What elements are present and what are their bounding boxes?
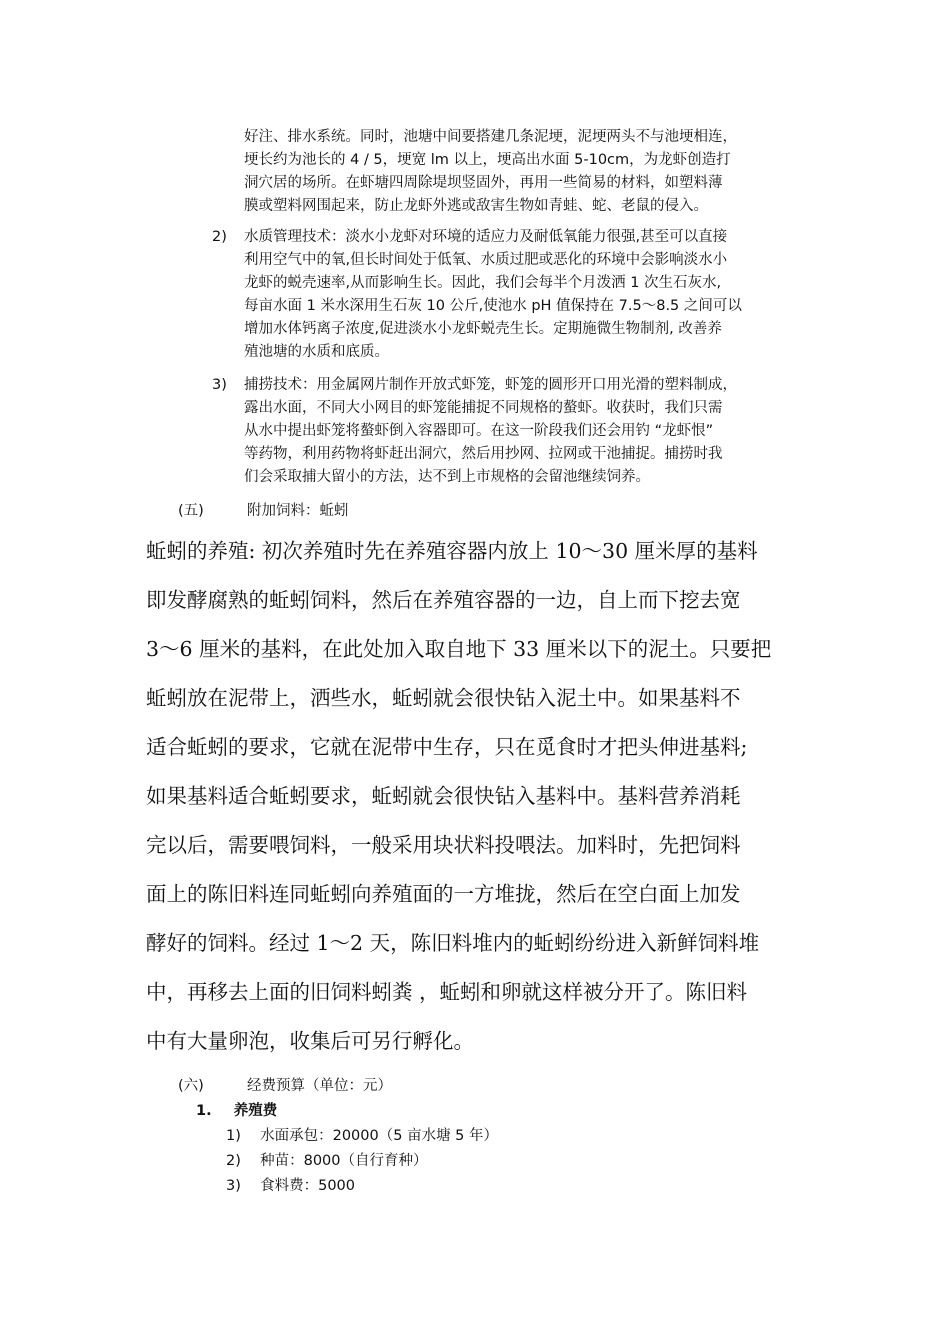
text-line: 3～6 厘米的基料，在此处加入取自地下 33 厘米以下的泥土。只要把 bbox=[146, 637, 772, 661]
text-line: 洞穴居的场所。在虾塘四周除堤坝竖固外，再用一些简易的材料，如塑料薄 bbox=[244, 175, 723, 191]
text-line: 面上的陈旧料连同蚯蚓向养殖面的一方堆拢，然后在空白面上加发 bbox=[146, 882, 741, 906]
budget-item bbox=[226, 1174, 355, 1195]
text-line: 每亩水面 1 米水深用生石灰 10 公斤,使池水 pH 值保持在 7.5～8.5 之间可以 bbox=[244, 298, 742, 314]
text-line: 露出水面，不同大小网目的虾笼能捕捉不同规格的螯虾。收获时，我们只需 bbox=[244, 400, 723, 416]
budget-item-number: 3) bbox=[226, 1178, 241, 1194]
text-line: 中有大量卵泡，收集后可另行孵化。 bbox=[146, 1029, 474, 1053]
budget-item bbox=[226, 1149, 428, 1170]
text-line: 蚯蚓放在泥带上，洒些水，蚯蚓就会很快钻入泥土中。如果基料不 bbox=[146, 686, 741, 710]
intro-paragraph bbox=[244, 126, 820, 218]
budget-heading-number: 1. bbox=[196, 1103, 212, 1119]
section-title: 经费预算（单位：元） bbox=[247, 1078, 393, 1094]
text-line: 们会采取捕大留小的方法，达不到上市规格的会留池继续饲养。 bbox=[244, 469, 650, 485]
budget-item-number: 2) bbox=[226, 1153, 241, 1169]
budget-heading bbox=[196, 1099, 277, 1120]
budget-item-text: 水面承包：20000（5 亩水塘 5 年） bbox=[260, 1128, 499, 1144]
text-line: 增加水体钙离子浓度,促进淡水小龙虾蜕壳生长。定期施微生物制剂, 改善养 bbox=[244, 321, 722, 337]
text-line: 埂长约为池长的 4 / 5，埂宽 lm 以上，埂高出水面 5-10cm，为龙虾创造打 bbox=[244, 152, 731, 168]
section-heading-5 bbox=[178, 499, 349, 520]
text-line: 中，再移去上面的旧饲料蚓粪 ，蚯蚓和卵就这样被分开了。陈旧料 bbox=[146, 980, 748, 1004]
text-line: 完以后，需要喂饲料，一般采用块状料投喂法。加料时，先把饲料 bbox=[146, 833, 741, 857]
text-line: 水质管理技术：淡水小龙虾对环境的适应力及耐低氧能力很强,甚至可以直接 bbox=[244, 229, 728, 245]
section-number: (五) bbox=[178, 503, 204, 519]
budget-item bbox=[226, 1124, 498, 1145]
list-item-text bbox=[244, 226, 822, 364]
list-item-text bbox=[244, 374, 822, 489]
text-line: 捕捞技术：用金属网片制作开放式虾笼，虾笼的圆形开口用光滑的塑料制成， bbox=[244, 377, 737, 393]
text-line: 好注、排水系统。同时，池塘中间要搭建几条泥埂，泥埂两头不与池埂相连， bbox=[244, 129, 737, 145]
text-line: 蚯蚓的养殖: 初次养殖时先在养殖容器内放上 10～30 厘米厚的基料 bbox=[146, 539, 758, 563]
list-item-number: 3) bbox=[212, 377, 227, 393]
text-line: 膜或塑料网围起来，防止龙虾外逃或敌害生物如青蛙、蛇、老鼠的侵入。 bbox=[244, 198, 708, 214]
budget-item-text: 食料费：5000 bbox=[260, 1178, 356, 1194]
text-line: 如果基料适合蚯蚓要求，蚯蚓就会很快钻入基料中。基料营养消耗 bbox=[146, 784, 741, 808]
earthworm-paragraph bbox=[146, 527, 836, 1066]
section-heading-6 bbox=[178, 1074, 392, 1095]
text-line: 即发酵腐熟的蚯蚓饲料，然后在养殖容器的一边，自上而下挖去宽 bbox=[146, 588, 741, 612]
list-item-number: 2) bbox=[212, 229, 227, 245]
text-line: 利用空气中的氧,但长时间处于低氧、水质过肥或恶化的环境中会影响淡水小 bbox=[244, 252, 728, 268]
text-line: 龙虾的蜕壳速率,从而影响生长。因此，我们会每半个月泼洒 1 次生石灰水, bbox=[244, 275, 722, 291]
budget-item-number: 1) bbox=[226, 1128, 241, 1144]
text-line: 殖池塘的水质和底质。 bbox=[244, 344, 389, 360]
text-line: 酵好的饲料。经过 1～2 天，陈旧料堆内的蚯蚓纷纷进入新鲜饲料堆 bbox=[146, 931, 760, 955]
text-line: 等药物，利用药物将虾赶出洞穴，然后用抄网、拉网或干池捕捉。捕捞时我 bbox=[244, 446, 723, 462]
text-line: 适合蚯蚓的要求，它就在泥带中生存，只在觅食时才把头伸进基料; bbox=[146, 735, 748, 759]
budget-heading-title: 养殖费 bbox=[233, 1103, 278, 1119]
section-title: 附加饲料：蚯蚓 bbox=[247, 503, 349, 519]
budget-item-text: 种苗：8000（自行育种） bbox=[260, 1153, 428, 1169]
section-number: (六) bbox=[178, 1078, 204, 1094]
text-line: 从水中提出虾笼将螯虾倒入容器即可。在这一阶段我们还会用钓 “龙虾恨” bbox=[244, 423, 714, 439]
